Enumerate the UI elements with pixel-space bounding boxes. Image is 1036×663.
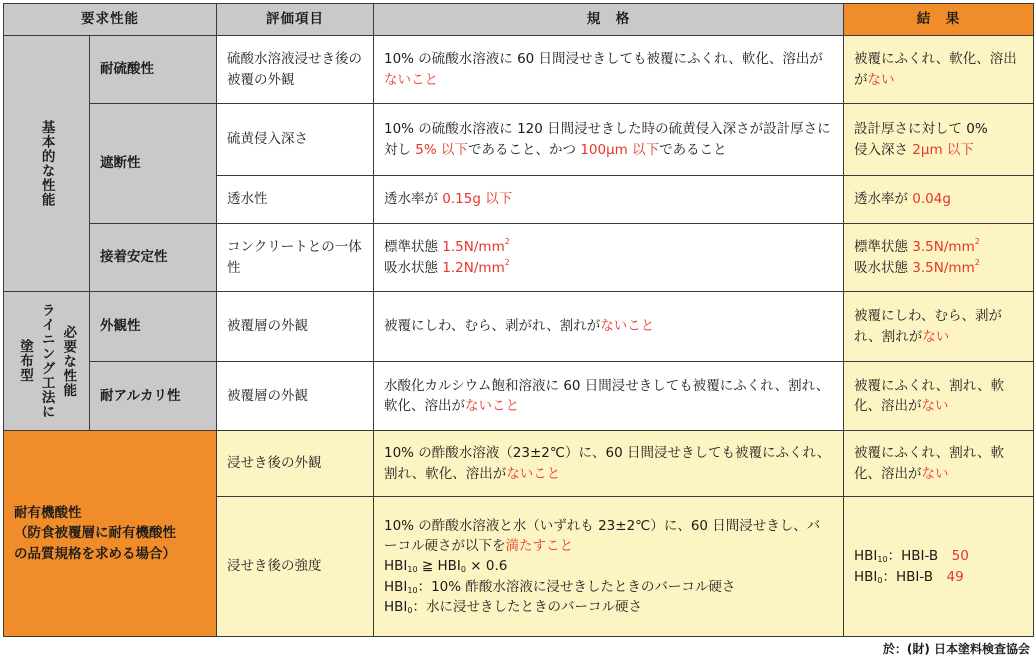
result-cell: 被覆にふくれ、割れ、軟化、溶出がない — [844, 362, 1034, 431]
item-cell: 浸せき後の強度 — [217, 497, 374, 637]
spec-table — [3, 3, 1034, 637]
spec-cell: 10% の酢酸水溶液と水（いずれも 23±2℃）に、60 日間浸せきし、バーコル硬さが以下を満たすこと $HBI_{10}$ ≧ $HBI_0 \times 0.6$ $HBI_{10}$：10% 酢酸水溶液に浸せきしたときのバーコル硬さ $HBI_0$：水に浸せきしたときのバーコル硬さ — [374, 497, 844, 637]
item-cell: 硫酸水溶液浸せき後の被覆の外観 — [217, 36, 374, 104]
spec-cell: 10% の硫酸水溶液に 120 日間浸せきした時の硫黄侵入深さが設計厚さに対し 5% 以下であること、かつ 100μm 以下であること — [374, 104, 844, 176]
header-row — [4, 4, 1034, 36]
header-spec: 規 格 — [374, 4, 844, 36]
table-row — [4, 224, 1034, 292]
subcat-acid: 耐硫酸性 — [90, 36, 217, 104]
category-note: （防食被覆層に耐有機酸性 — [14, 525, 176, 542]
spec-cell: 透水率が 0.15g 以下 — [374, 176, 844, 224]
category-label: 必要な性能 — [60, 324, 77, 398]
item-cell: 被覆層の外観 — [217, 292, 374, 362]
result-cell: 透水率が 0.04g — [844, 176, 1034, 224]
item-cell: 硫黄侵入深さ — [217, 104, 374, 176]
item-cell: コンクリートとの一体性 — [217, 224, 374, 292]
spec-cell: 10% の硫酸水溶液に 60 日間浸せきしても被覆にふくれ、軟化、溶出がないこと — [374, 36, 844, 104]
subcat-adhesion: 接着安定性 — [90, 224, 217, 292]
subcat-alkali: 耐アルカリ性 — [90, 362, 217, 431]
table-row — [4, 36, 1034, 104]
item-cell: 被覆層の外観 — [217, 362, 374, 431]
category-label: 塗布型 — [16, 339, 33, 383]
category-note: の品質規格を求める場合） — [14, 545, 176, 562]
result-cell: 被覆にふくれ、軟化、溶出がない — [844, 36, 1034, 104]
category-title: 耐有機酸性 — [14, 505, 82, 522]
result-cell: 設計厚さに対して 0% 侵入深さ 2μm 以下 — [844, 104, 1034, 176]
spec-cell: 10% の酢酸水溶液（23±2℃）に、60 日間浸せきしても被覆にふくれ、割れ、軟化、溶出がないこと — [374, 431, 844, 497]
header-requirement: 要求性能 — [4, 4, 217, 36]
category-label: ライニング工法に — [38, 303, 55, 419]
item-cell: 浸せき後の外観 — [217, 431, 374, 497]
item-cell: 透水性 — [217, 176, 374, 224]
category-label: 基本的な性能 — [38, 120, 55, 207]
table-row — [4, 362, 1034, 431]
subcat-appearance: 外観性 — [90, 292, 217, 362]
table-row — [4, 431, 1034, 497]
header-result: 結 果 — [844, 4, 1034, 36]
table-row — [4, 292, 1034, 362]
result-cell: 被覆にしわ、むら、剥がれ、割れがない — [844, 292, 1034, 362]
category-basic — [4, 36, 90, 292]
header-item: 評価項目 — [217, 4, 374, 36]
spec-cell: 被覆にしわ、むら、剥がれ、割れがないこと — [374, 292, 844, 362]
spec-cell: 水酸化カルシウム飽和溶液に 60 日間浸せきしても被覆にふくれ、割れ、軟化、溶出がないこと — [374, 362, 844, 431]
result-cell: 被覆にふくれ、割れ、軟化、溶出がない — [844, 431, 1034, 497]
table-row — [4, 104, 1034, 176]
source-note: 於：(財) 日本塗料検査協会 — [882, 642, 1030, 656]
result-cell: 標準状態 $3.5N/mm^2$ 吸水状態 $3.5N/mm^2$ — [844, 224, 1034, 292]
subcat-block: 遮断性 — [90, 104, 217, 224]
spec-cell: 標準状態 $1.5N/mm^2$ 吸水状態 $1.2N/mm^2$ — [374, 224, 844, 292]
category-organic-acid — [4, 431, 217, 637]
category-coating — [4, 292, 90, 431]
result-cell: $HBI_{10}$：HBI-B 50 $HBI_0$：HBI-B 49 — [844, 497, 1034, 637]
